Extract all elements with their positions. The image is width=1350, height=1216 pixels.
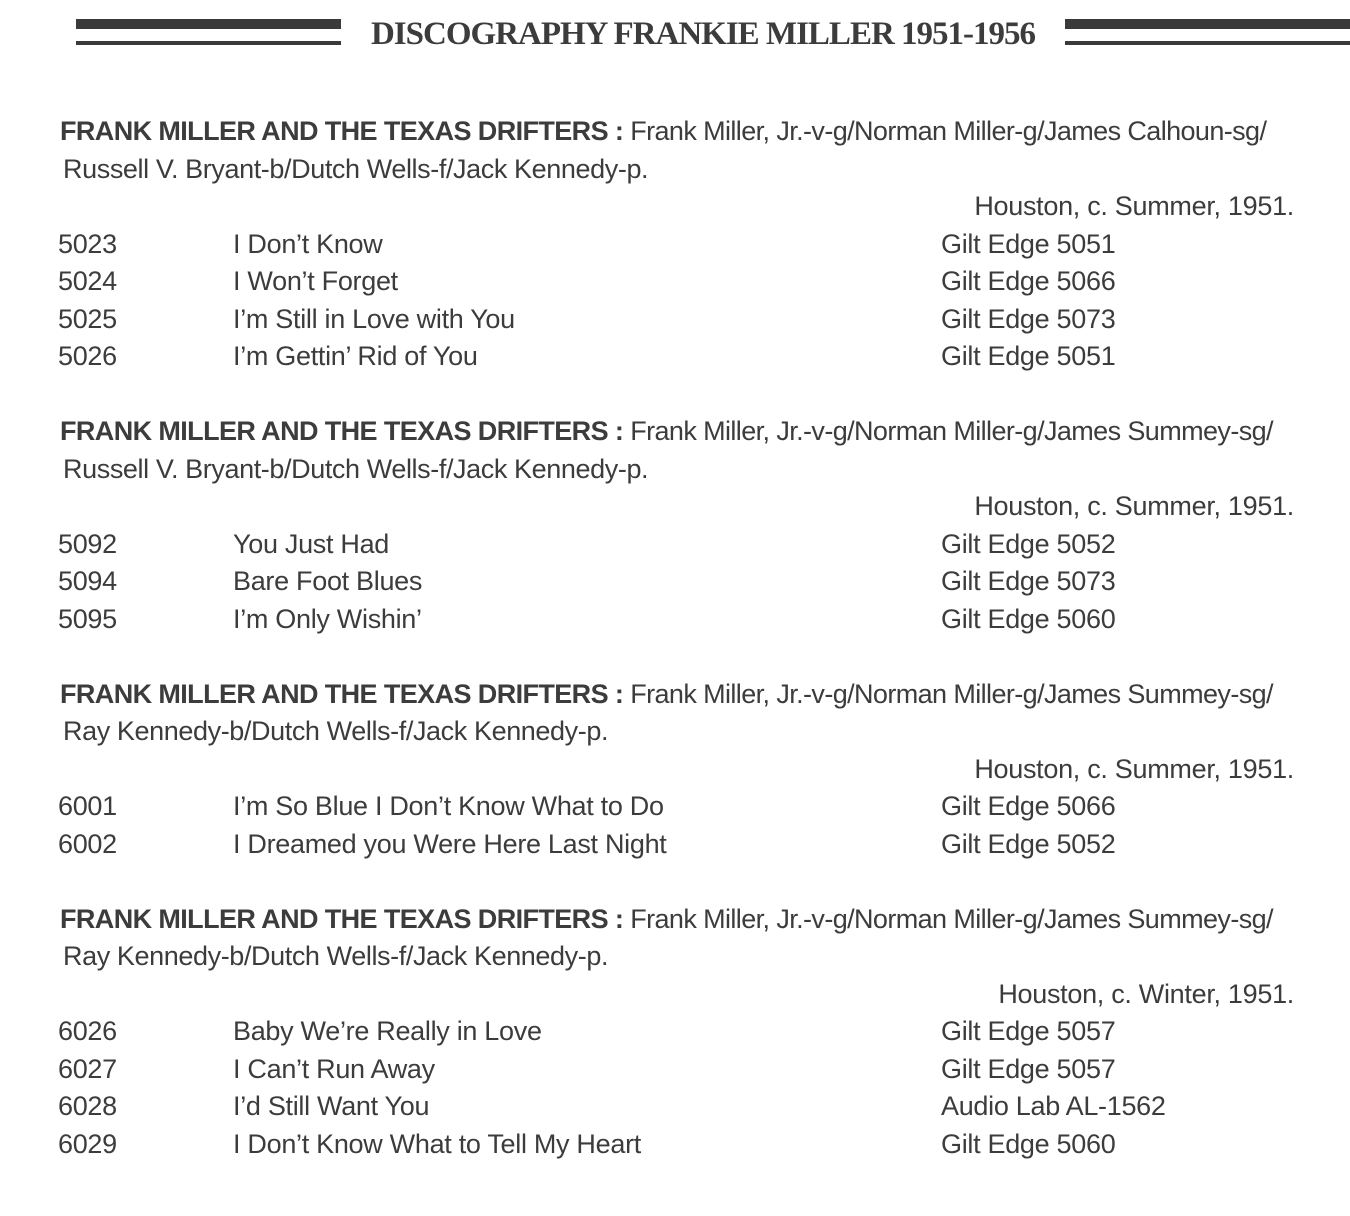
session-heading: [0, 113, 1350, 151]
song-title: I Won’t Forget: [233, 266, 398, 296]
matrix-number: 5023: [58, 228, 117, 259]
matrix-number: 5095: [58, 603, 117, 634]
heading-colon: :: [608, 116, 631, 146]
song-title: I Can’t Run Away: [233, 1053, 435, 1084]
masthead: [0, 8, 1350, 66]
song-title: Baby We’re Really in Love: [233, 1016, 542, 1046]
table-row: [0, 826, 1350, 864]
record-label: Gilt Edge 5073: [941, 303, 1116, 334]
song-title: I’m Still in Love with You: [233, 303, 515, 334]
personnel-line-1: Frank Miller, Jr.-v-g/Norman Miller-g/James Summey-sg/: [630, 903, 1273, 934]
location-date: Houston, c. Summer, 1951.: [974, 191, 1294, 221]
table-row: [0, 301, 1350, 339]
table-row: [0, 263, 1350, 301]
record-label: Gilt Edge 5066: [941, 791, 1116, 821]
title-rule-left-thin: [76, 41, 341, 45]
title-rule-right-thick: [1065, 19, 1350, 29]
artist-name: FRANK MILLER AND THE TEXAS DRIFTERS: [60, 116, 608, 146]
session-heading: [0, 901, 1350, 939]
matrix-number: 5092: [58, 528, 117, 559]
session-section-2: [0, 413, 1350, 638]
song-title: Bare Foot Blues: [233, 566, 423, 596]
song-title: I Don’t Know What to Tell My Heart: [233, 1128, 641, 1159]
table-row: [0, 338, 1350, 376]
heading-colon: :: [608, 416, 631, 446]
matrix-number: 6029: [58, 1128, 117, 1159]
table-row: [0, 563, 1350, 601]
table-row: [0, 526, 1350, 564]
artist-name: FRANK MILLER AND THE TEXAS DRIFTERS: [60, 903, 608, 934]
song-title: I’m Only Wishin’: [233, 603, 422, 634]
song-title: You Just Had: [233, 528, 390, 559]
heading-colon: :: [608, 678, 631, 709]
artist-name: FRANK MILLER AND THE TEXAS DRIFTERS: [60, 416, 608, 446]
table-row: [0, 1013, 1350, 1051]
record-label: Gilt Edge 5057: [941, 1016, 1116, 1046]
page-title: DISCOGRAPHY FRANKIE MILLER 1951-1956: [370, 16, 1036, 52]
song-title: I Dreamed you Were Here Last Night: [233, 828, 667, 859]
personnel-line-2: Ray Kennedy-b/Dutch Wells-f/Jack Kennedy-p.: [63, 941, 609, 971]
session-heading: [0, 413, 1350, 451]
song-title: I’d Still Want You: [233, 1091, 430, 1121]
matrix-number: 5026: [58, 341, 117, 371]
matrix-number: 6026: [58, 1016, 117, 1046]
title-rule-left-thick: [76, 19, 341, 29]
table-row: [0, 226, 1350, 264]
session-heading: [0, 676, 1350, 714]
record-label: Audio Lab AL-1562: [941, 1091, 1166, 1121]
table-row: [0, 1088, 1350, 1126]
table-row: [0, 601, 1350, 639]
session-section-3: [0, 676, 1350, 864]
record-label: Gilt Edge 5073: [941, 566, 1116, 596]
matrix-number: 5094: [58, 566, 117, 596]
record-label: Gilt Edge 5052: [941, 828, 1116, 859]
personnel-line-1: Frank Miller, Jr.-v-g/Norman Miller-g/James Calhoun-sg/: [630, 116, 1267, 146]
personnel-line-1: Frank Miller, Jr.-v-g/Norman Miller-g/James Summey-sg/: [630, 416, 1273, 446]
personnel-line-2: Russell V. Bryant-b/Dutch Wells-f/Jack Kennedy-p.: [63, 153, 649, 184]
location-date: Houston, c. Summer, 1951.: [974, 753, 1294, 784]
title-rule-right-thin: [1065, 41, 1350, 45]
artist-name: FRANK MILLER AND THE TEXAS DRIFTERS: [60, 678, 608, 709]
matrix-number: 5024: [58, 266, 117, 296]
matrix-number: 6027: [58, 1053, 117, 1084]
record-label: Gilt Edge 5052: [941, 528, 1116, 559]
personnel-line-1: Frank Miller, Jr.-v-g/Norman Miller-g/James Summey-sg/: [630, 678, 1273, 709]
title-rule-right: [1065, 19, 1350, 45]
song-title: I Don’t Know: [233, 228, 383, 259]
matrix-number: 6001: [58, 791, 117, 821]
matrix-number: 6028: [58, 1091, 117, 1121]
record-label: Gilt Edge 5051: [941, 228, 1116, 259]
song-title: I’m So Blue I Don’t Know What to Do: [233, 791, 664, 821]
record-label: Gilt Edge 5057: [941, 1053, 1116, 1084]
personnel-line-2: Russell V. Bryant-b/Dutch Wells-f/Jack Kennedy-p.: [63, 453, 649, 484]
record-label: Gilt Edge 5066: [941, 266, 1116, 296]
session-section-1: [0, 113, 1350, 376]
table-row: [0, 1126, 1350, 1164]
record-label: Gilt Edge 5060: [941, 1128, 1116, 1159]
matrix-number: 6002: [58, 828, 117, 859]
record-label: Gilt Edge 5060: [941, 603, 1116, 634]
session-section-4: [0, 901, 1350, 1164]
heading-colon: :: [608, 903, 631, 934]
discography-body: [0, 66, 1350, 1163]
location-date: Houston, c. Winter, 1951.: [998, 978, 1294, 1009]
record-label: Gilt Edge 5051: [941, 341, 1116, 371]
personnel-line-2: Ray Kennedy-b/Dutch Wells-f/Jack Kennedy-p.: [63, 716, 609, 746]
title-rule-left: [76, 19, 341, 45]
table-row: [0, 788, 1350, 826]
matrix-number: 5025: [58, 303, 117, 334]
location-date: Houston, c. Summer, 1951.: [974, 491, 1294, 521]
song-title: I’m Gettin’ Rid of You: [233, 341, 478, 371]
table-row: [0, 1051, 1350, 1089]
